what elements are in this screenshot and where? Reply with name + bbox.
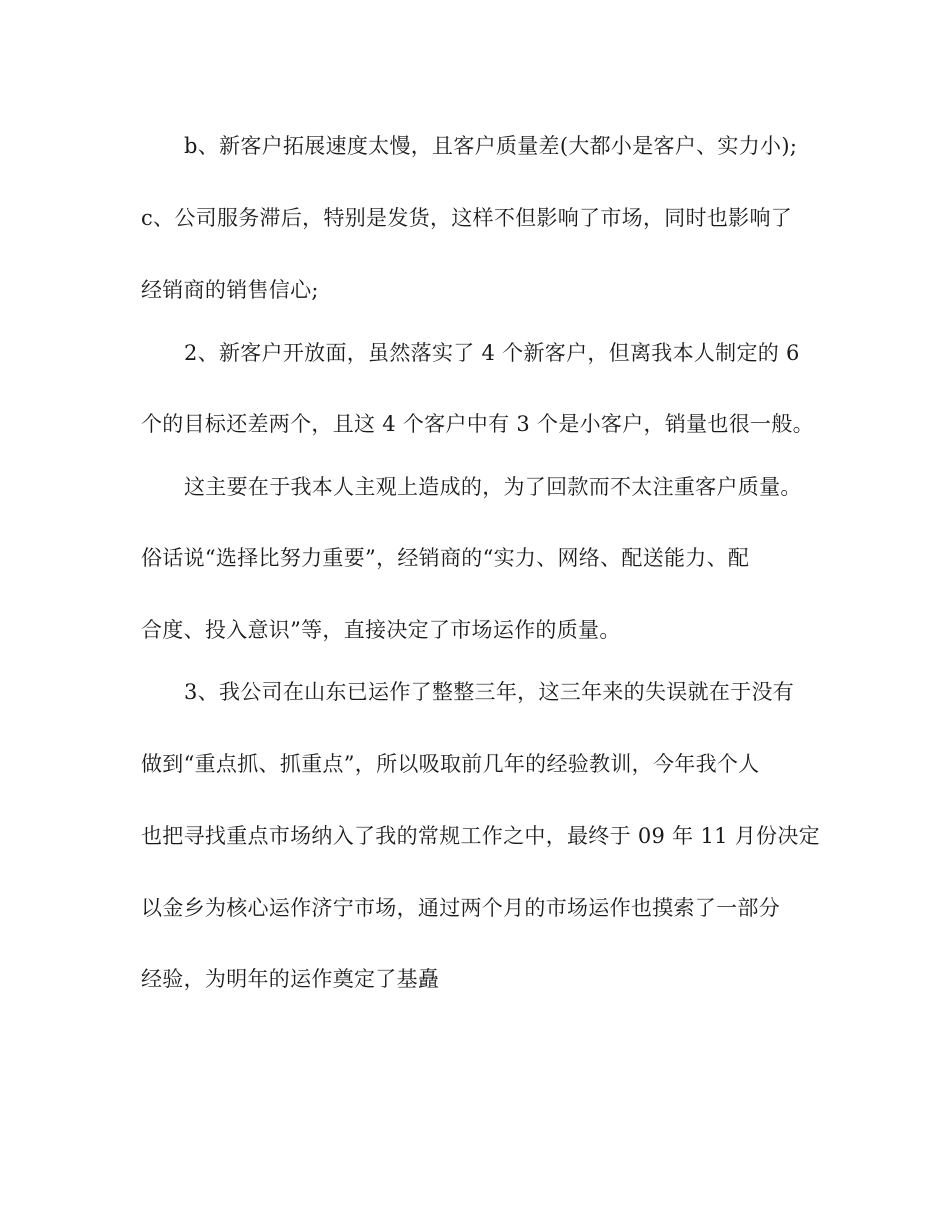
text-line-12: 以金乡为核心运作济宁市场，通过两个月的市场运作也摸索了一部分 <box>141 896 780 920</box>
text-line-6: 这主要在于我本人主观上造成的，为了回款而不太注重客户质量。 <box>184 475 802 499</box>
text-line-3: 经销商的销售信心; <box>141 278 319 302</box>
text-line-7: 俗话说“选择比努力重要”，经销商的“实力、网络、配送能力、配 <box>141 546 750 570</box>
text-line-4: 2、新客户开放面，虽然落实了 4 个新客户，但离我本人制定的 6 <box>184 341 800 365</box>
text-line-5: 个的目标还差两个，且这 4 个客户中有 3 个是小客户，销量也很一般。 <box>141 412 814 436</box>
text-line-1: b、新客户拓展速度太慢，且客户质量差(大都小是客户、实力小); <box>184 134 798 158</box>
text-line-11: 也把寻找重点市场纳入了我的常规工作之中，最终于 09 年 11 月份决定 <box>141 824 820 848</box>
text-line-10: 做到“重点抓、抓重点”，所以吸取前几年的经验教训，今年我个人 <box>141 752 760 776</box>
text-line-8: 合度、投入意识”等，直接决定了市场运作的质量。 <box>141 618 621 642</box>
text-line-9: 3、我公司在山东已运作了整整三年，这三年来的失误就在于没有 <box>184 680 795 704</box>
text-line-13: 经验，为明年的运作奠定了基矗 <box>141 967 440 991</box>
text-line-2: c、公司服务滞后，特别是发货，这样不但影响了市场，同时也影响了 <box>141 206 793 230</box>
